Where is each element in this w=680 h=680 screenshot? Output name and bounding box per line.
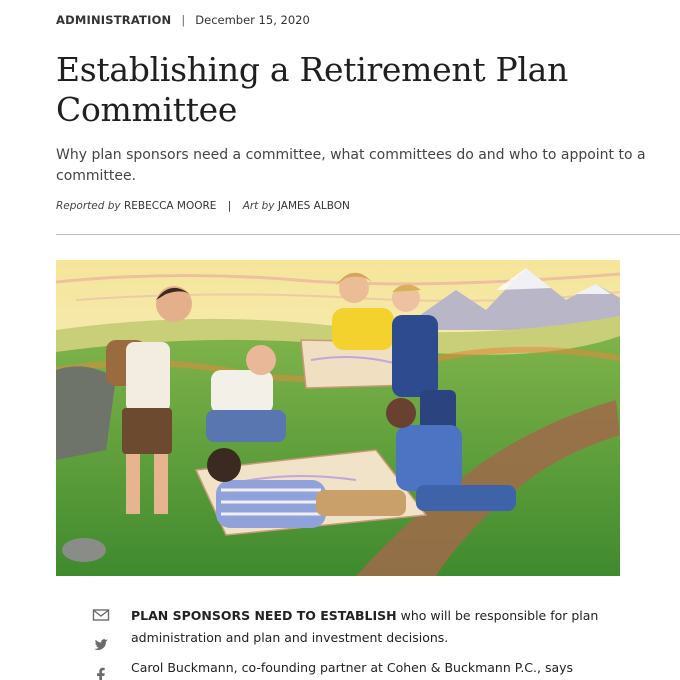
illustration-hikers-map xyxy=(56,260,620,576)
header-divider xyxy=(56,234,680,235)
byline xyxy=(56,200,350,212)
facebook-icon[interactable] xyxy=(92,666,110,680)
byline-separator: | xyxy=(227,200,232,212)
article-meta xyxy=(56,13,310,27)
envelope-icon[interactable] xyxy=(92,606,110,624)
art-by-label: Art by xyxy=(242,200,275,212)
publish-date: December 15, 2020 xyxy=(195,13,310,27)
article-body xyxy=(131,605,601,680)
category-link[interactable]: ADMINISTRATION xyxy=(56,13,172,27)
article-title: Establishing a Retirement Plan Committee xyxy=(56,50,568,129)
article-dek: Why plan sponsors need a committee, what committees do and who to appoint to a committee. xyxy=(56,147,646,184)
reported-by-label: Reported by xyxy=(56,200,121,212)
share-bar xyxy=(92,606,112,680)
author-name[interactable]: REBECCA MOORE xyxy=(123,200,217,212)
paragraph-1 xyxy=(131,605,601,649)
paragraph-lead: PLAN SPONSORS NEED TO ESTABLISH xyxy=(131,608,397,623)
meta-separator: | xyxy=(181,13,186,27)
paragraph-2: Carol Buckmann, co-founding partner at Cohen & Buckmann P.C., says xyxy=(131,660,574,675)
artist-name: JAMES ALBON xyxy=(277,200,350,212)
twitter-icon[interactable] xyxy=(92,636,110,654)
paragraph-1-rest: who will be responsible for plan administration and plan and investment decisions. xyxy=(131,608,599,645)
hero-illustration xyxy=(56,260,620,576)
